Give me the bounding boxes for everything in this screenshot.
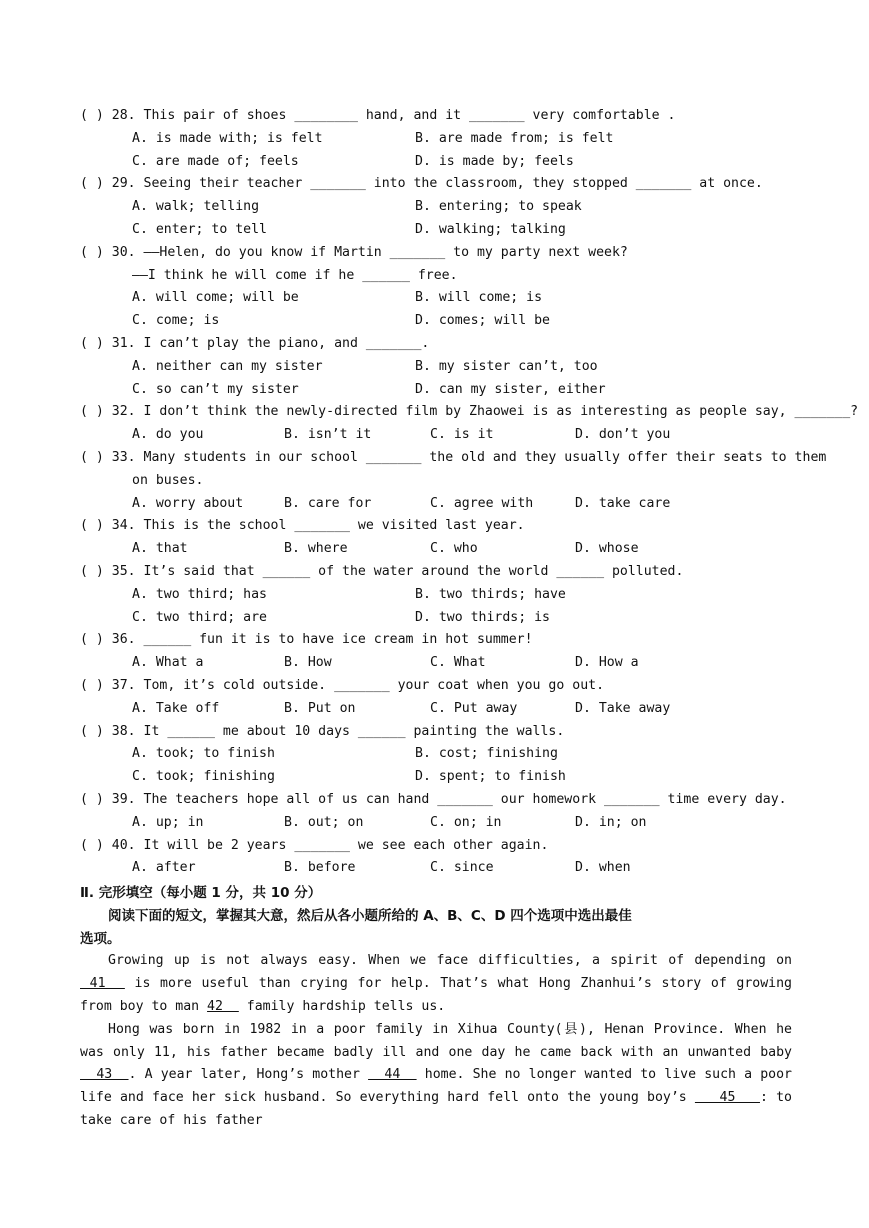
answer-option: A. that	[132, 541, 188, 557]
option-row	[80, 424, 792, 447]
answer-option: B. Put on	[284, 700, 356, 716]
blank-45: 45	[694, 1090, 760, 1106]
answer-option: C. enter; to tell	[132, 221, 267, 237]
option-row	[80, 287, 792, 310]
answer-option: D. walking; talking	[415, 221, 566, 237]
blank-43: 43	[80, 1067, 129, 1083]
question-block	[80, 401, 859, 447]
answer-option: D. comes; will be	[415, 313, 550, 329]
blank-44: 44	[368, 1067, 417, 1083]
option-row	[80, 219, 792, 242]
answer-option: B. my sister can’t, too	[415, 358, 598, 374]
answer-option: A. neither can my sister	[132, 358, 323, 374]
section-title: Ⅱ. 完形填空（每小题 1 分，共 10 分）	[80, 885, 322, 902]
answer-option: A. took; to finish	[132, 746, 275, 762]
blank-41: 41	[80, 976, 125, 992]
question-stem: ( ) 29. Seeing their teacher _______ into the classroom, they stopped _______ at once.	[80, 176, 763, 192]
option-row	[80, 812, 792, 835]
answer-option: A. Take off	[132, 700, 220, 716]
answer-option: B. care for	[284, 495, 372, 511]
answer-option: A. What a	[132, 655, 204, 671]
option-row	[80, 356, 792, 379]
answer-option: C. who	[430, 541, 478, 557]
answer-option: B. are made from; is felt	[415, 130, 614, 146]
answer-option: C. What	[430, 655, 486, 671]
answer-option: A. after	[132, 860, 196, 876]
answer-option: A. two third; has	[132, 586, 267, 602]
answer-option: C. Put away	[430, 700, 518, 716]
answer-option: D. Take away	[575, 700, 671, 716]
question-block	[80, 515, 792, 561]
passage-text: home. She no longer wanted to live such a poor life and face her sick husband. So everything hard fell onto the young boy’s	[80, 1067, 792, 1106]
passage-text: family hardship tells us.	[238, 999, 446, 1015]
option-row	[80, 652, 792, 675]
answer-option: B. cost; finishing	[415, 746, 558, 762]
question-stem: ( ) 40. It will be 2 years _______ we see each other again.	[80, 837, 549, 853]
question-block	[80, 629, 792, 675]
question-stem: ( ) 32. I don’t think the newly-directed film by Zhaowei is as interesting as people say, _______?	[80, 404, 859, 420]
option-row	[80, 698, 792, 721]
answer-option: C. agree with	[430, 495, 534, 511]
question-stem: ( ) 34. This is the school _______ we visited last year.	[80, 518, 525, 534]
answer-option: D. take care	[575, 495, 671, 511]
passage-paragraph-2	[80, 1019, 792, 1133]
question-stem-continuation: ——I think he will come if he ______ free.	[132, 267, 458, 283]
question-stem: ( ) 39. The teachers hope all of us can hand _______ our homework _______ time every day.	[80, 791, 787, 807]
question-block	[80, 242, 792, 333]
passage-text: . A year later, Hong’s mother	[128, 1067, 369, 1083]
question-block	[80, 173, 792, 241]
option-row	[80, 379, 792, 402]
answer-option: C. since	[430, 860, 494, 876]
question-block	[80, 105, 792, 173]
option-row	[80, 151, 792, 174]
option-row	[80, 584, 792, 607]
question-stem-continuation: on buses.	[132, 472, 204, 488]
answer-option: D. whose	[575, 541, 639, 557]
answer-option: C. on; in	[430, 814, 502, 830]
question-block	[80, 561, 792, 629]
multiple-choice-section	[80, 105, 859, 880]
answer-option: B. How	[284, 655, 332, 671]
passage-text: Growing up is not always easy. When we face difficulties, a spirit of depending on	[108, 953, 792, 969]
answer-option: B. two thirds; have	[415, 586, 566, 602]
answer-option: A. walk; telling	[132, 199, 260, 215]
answer-option: C. come; is	[132, 313, 220, 329]
section-instruction	[80, 905, 792, 951]
question-stem: ( ) 35. It’s said that ______ of the water around the world ______ polluted.	[80, 563, 684, 579]
question-block	[80, 447, 827, 515]
option-row	[80, 538, 792, 561]
question-block	[80, 721, 792, 789]
answer-option: D. spent; to finish	[415, 769, 566, 785]
answer-option: C. two third; are	[132, 609, 267, 625]
passage-text: Hong was born in 1982 in a poor family in Xihua County(县), Henan Province. When he was only 11, his father became badly ill and one day he came back with an unwanted baby	[80, 1021, 792, 1060]
question-block	[80, 789, 792, 835]
option-row	[80, 196, 792, 219]
answer-option: A. will come; will be	[132, 290, 299, 306]
answer-option: A. is made with; is felt	[132, 130, 323, 146]
instruction-line-1: 阅读下面的短文，掌握其大意，然后从各小题所给的 A、B、C、D 四个选项中选出最佳	[108, 907, 632, 924]
answer-option: A. worry about	[132, 495, 244, 511]
blank-42: 42	[207, 999, 239, 1015]
answer-option: A. up; in	[132, 814, 204, 830]
answer-option: C. took; finishing	[132, 769, 275, 785]
answer-option: D. is made by; feels	[415, 153, 574, 169]
answer-option: B. out; on	[284, 814, 364, 830]
question-stem: ( ) 33. Many students in our school _______ the old and they usually offer their seats to them	[80, 449, 827, 465]
passage-paragraph-1	[80, 950, 792, 1018]
answer-option: A. do you	[132, 427, 204, 443]
answer-option: D. can my sister, either	[415, 381, 606, 397]
option-row	[80, 743, 792, 766]
option-row	[80, 607, 792, 630]
question-stem: ( ) 38. It ______ me about 10 days ______ painting the walls.	[80, 723, 565, 739]
option-row	[80, 493, 792, 516]
cloze-passage	[80, 950, 792, 1132]
answer-option: D. How a	[575, 655, 639, 671]
option-row	[80, 857, 792, 880]
answer-option: D. two thirds; is	[415, 609, 550, 625]
question-stem: ( ) 30. ——Helen, do you know if Martin _______ to my party next week?	[80, 244, 628, 260]
passage-text: is more useful than crying for help. That’s what Hong Zhanhui’s story of growing from boy to man	[80, 976, 792, 1015]
answer-option: C. are made of; feels	[132, 153, 299, 169]
answer-option: D. in; on	[575, 814, 647, 830]
answer-option: C. so can’t my sister	[132, 381, 299, 397]
question-stem: ( ) 28. This pair of shoes ________ hand, and it _______ very comfortable .	[80, 108, 676, 123]
answer-option: B. isn’t it	[284, 427, 372, 443]
option-row	[80, 766, 792, 789]
answer-option: B. where	[284, 541, 348, 557]
question-block	[80, 333, 792, 401]
answer-option: B. will come; is	[415, 290, 543, 306]
option-row	[80, 310, 792, 333]
question-stem: ( ) 37. Tom, it’s cold outside. _______ your coat when you go out.	[80, 677, 605, 693]
instruction-line-2: 选项。	[80, 930, 121, 947]
answer-option: D. don’t you	[575, 427, 671, 443]
passage-text: : to take care of his father	[80, 1090, 792, 1129]
exam-page	[80, 105, 859, 1133]
question-stem: ( ) 31. I can’t play the piano, and _______.	[80, 335, 430, 351]
question-block	[80, 835, 792, 881]
answer-option: B. entering; to speak	[415, 199, 582, 215]
question-stem: ( ) 36. ______ fun it is to have ice cream in hot summer!	[80, 632, 533, 648]
answer-option: D. when	[575, 860, 631, 876]
question-block	[80, 675, 792, 721]
option-row	[80, 128, 792, 151]
answer-option: B. before	[284, 860, 356, 876]
answer-option: C. is it	[430, 427, 494, 443]
